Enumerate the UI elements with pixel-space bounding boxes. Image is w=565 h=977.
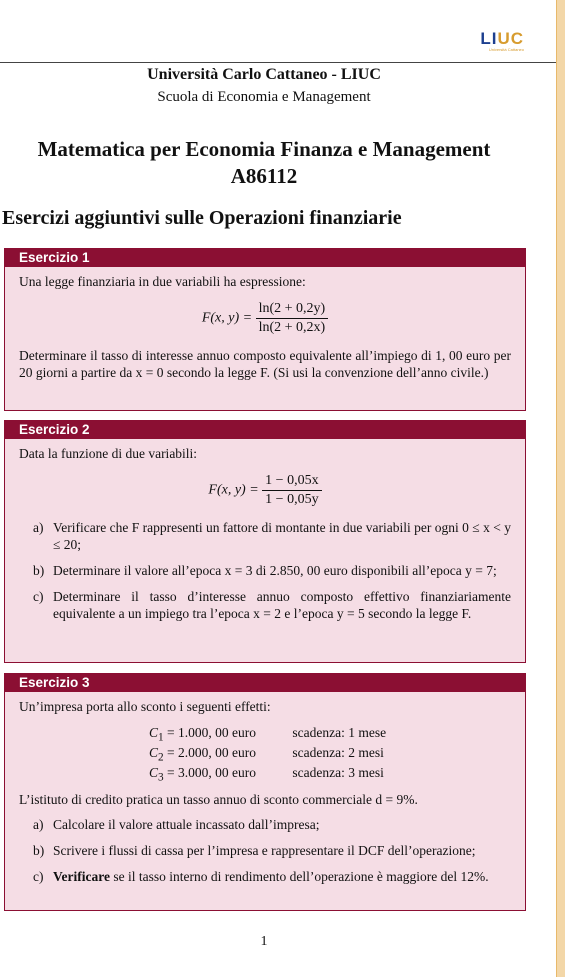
effect-row: [149, 743, 511, 763]
formula-lhs: F(x, y) =: [201, 310, 253, 326]
list-item: [19, 519, 511, 553]
exercise-body: [5, 692, 525, 900]
exercise-text: Determinare il tasso di interesse annuo composto equivalente all’impiego di 1, 00 euro per 20 giorni a partire da x = 0 secondo la legge F. (Si usi la convenzione dell’anno civile.): [19, 348, 511, 380]
header-rule: [0, 62, 556, 63]
list-item: [19, 842, 511, 859]
exercise-box-2: [4, 420, 526, 663]
fraction-numerator: 1 − 0,05x: [262, 472, 321, 491]
item-list: [19, 816, 511, 885]
list-item: [19, 562, 511, 579]
effect-subscript: 1: [158, 731, 164, 744]
item-label: c): [33, 589, 44, 604]
formula-lhs: F(x, y) =: [208, 482, 259, 498]
formula: [19, 472, 511, 509]
effect-name: C: [149, 745, 159, 760]
item-bold-text: Verificare: [53, 869, 110, 884]
item-label: a): [33, 817, 44, 832]
exercise-intro: Un’impresa porta allo sconto i seguenti effetti:: [19, 699, 271, 714]
school-name: Scuola di Economia e Management: [157, 89, 371, 105]
liuc-logo: [480, 30, 524, 52]
exercise-title: Esercizio 3: [5, 674, 525, 692]
item-text: Scrivere i flussi di cassa per l’impresa e rappresentare il DCF dell’operazione;: [53, 843, 476, 858]
exercise-text: L’istituto di credito pratica un tasso annuo di sconto commerciale d = 9%.: [19, 792, 418, 807]
item-label: b): [33, 843, 45, 858]
effects-table: [149, 723, 511, 783]
exercise-box-1: [4, 248, 526, 411]
course-name: Matematica per Economia Finanza e Management: [37, 137, 491, 161]
fraction: [256, 300, 329, 337]
effect-due: scadenza: 1 mese: [292, 725, 387, 740]
item-text: Calcolare il valore attuale incassato dall’impresa;: [53, 817, 320, 832]
item-label: c): [33, 869, 44, 884]
list-item: [19, 588, 511, 622]
fraction: [262, 472, 321, 509]
effect-row: [149, 723, 511, 743]
effect-row: [149, 763, 511, 783]
logo-subtitle: Università Cattaneo: [488, 47, 524, 52]
effect-name: C: [149, 725, 159, 740]
list-item: [19, 816, 511, 833]
item-text: Determinare il tasso d’interesse annuo composto effettivo finanziariamente equivalente a un impiego tra l’epoca x = 2 e l’epoca y = 5 secondo la legge F.: [53, 589, 511, 621]
effect-value: = 3.000, 00 euro: [167, 765, 256, 780]
page-number: 1: [260, 934, 268, 949]
exercise-intro: Data la funzione di due variabili:: [19, 446, 198, 461]
effect-due: scadenza: 2 mesi: [292, 745, 384, 760]
effect-value: = 1.000, 00 euro: [167, 725, 256, 740]
item-text: se il tasso interno di rendimento dell’operazione è maggiore del 12%.: [109, 869, 489, 884]
exercise-body: [5, 267, 525, 387]
item-text: Verificare che F rappresenti un fattore di montante in due variabili per ogni 0 ≤ x < y ≤ 20;: [53, 520, 511, 552]
course-title: [0, 136, 528, 190]
logo-text-a: LI: [480, 29, 498, 48]
exercise-title: Esercizio 1: [5, 249, 525, 267]
formula: [19, 300, 511, 337]
exercise-intro: Una legge finanziaria in due variabili ha espressione:: [19, 274, 306, 289]
item-label: b): [33, 563, 45, 578]
effect-name: C: [149, 765, 159, 780]
effect-subscript: 3: [158, 771, 164, 784]
logo-text-b: UC: [497, 29, 524, 48]
fraction-denominator: ln(2 + 0,2x): [258, 320, 326, 335]
exercise-title: Esercizio 2: [5, 421, 525, 439]
list-item: [19, 868, 511, 885]
effect-subscript: 2: [158, 751, 164, 764]
university-name: Università Carlo Cattaneo - LIUC: [147, 66, 381, 83]
section-title: Esercizi aggiuntivi sulle Operazioni finanziarie: [2, 207, 402, 229]
page-edge: [556, 0, 565, 977]
fraction-numerator: ln(2 + 0,2y): [256, 300, 329, 319]
course-code: A86112: [230, 164, 298, 188]
item-text: Determinare il valore all’epoca x = 3 di 2.850, 00 euro disponibili all’epoca y = 7;: [53, 563, 497, 578]
effect-due: scadenza: 3 mesi: [292, 765, 384, 780]
effect-value: = 2.000, 00 euro: [167, 745, 256, 760]
item-list: [19, 519, 511, 622]
item-label: a): [33, 520, 44, 535]
exercise-body: [5, 439, 525, 637]
fraction-denominator: 1 − 0,05y: [265, 492, 319, 507]
exercise-box-3: [4, 673, 526, 911]
